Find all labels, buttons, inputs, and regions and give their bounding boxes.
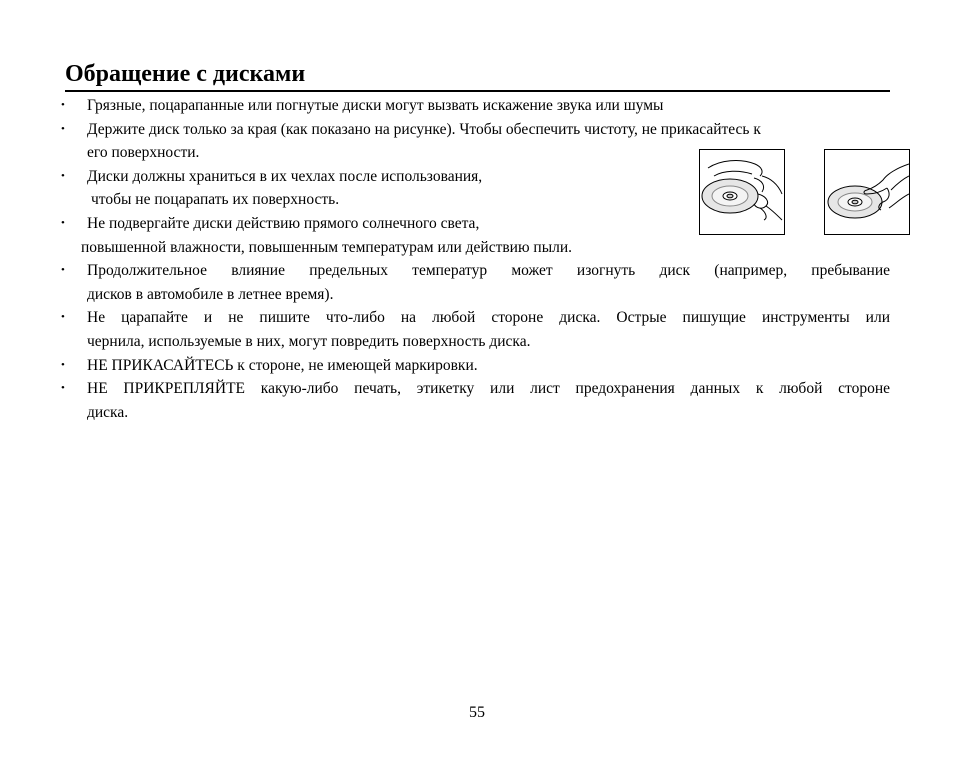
list-item [59, 377, 890, 424]
bullet: • [61, 311, 65, 324]
bullet: • [61, 264, 65, 277]
item-text-line: чтобы не поцарапать их поверхность. [91, 191, 340, 209]
item-text-line: Продолжительное влияние предельных температур может изогнуть диск (например, пребывание [87, 262, 890, 280]
bullet: • [61, 382, 65, 395]
item-text-line: НЕ ПРИКАСАЙТЕСЬ к стороне, не имеющей маркировки. [87, 356, 478, 374]
bullet: • [61, 122, 65, 135]
section-title: Обращение с дисками [65, 59, 890, 92]
list-item [59, 165, 707, 212]
hand-holding-disc-icon [700, 150, 784, 234]
finger-on-disc-icon [825, 150, 909, 234]
bullet: • [61, 358, 65, 371]
list-item [59, 306, 890, 353]
item-text-line: Диски должны храниться в их чехлах после использования, [87, 167, 483, 185]
disc-finger-edge-illustration [824, 149, 910, 235]
item-text-line: НЕ ПРИКРЕПЛЯЙТЕ какую-либо печать, этикетку или лист предохранения данных к любой стороне [87, 380, 890, 398]
item-text-line: чернила, используемые в них, могут повредить поверхность диска. [87, 332, 531, 350]
bullet: • [61, 216, 65, 229]
item-text-line: повышенной влажности, повышенным температурам или действию пыли. [81, 238, 573, 256]
page-number: 55 [469, 704, 485, 721]
list-item [59, 94, 890, 118]
item-text-line: Грязные, поцарапанные или погнутые диски могут вызвать искажение звука или шумы [87, 97, 664, 114]
disc-held-by-edges-illustration [699, 149, 785, 235]
item-text-line: его поверхности. [87, 144, 200, 162]
list-item [59, 259, 890, 306]
list-item [59, 354, 890, 378]
list-item [59, 212, 707, 259]
handling-instructions-list [59, 94, 890, 424]
item-text-line: диска. [87, 403, 129, 421]
bullet: • [61, 99, 65, 111]
item-text-line: дисков в автомобиле в летнее время). [87, 285, 334, 303]
item-text-line: Держите диск только за края (как показано на рисунке). Чтобы обеспечить чистоту, не прикасайтесь к [87, 120, 761, 138]
item-text-line: Не подвергайте диски действию прямого солнечного света, [87, 214, 480, 232]
bullet: • [61, 169, 65, 182]
item-text-line: Не царапайте и не пишите что-либо на любой стороне диска. Острые пишущие инструменты или [87, 309, 890, 327]
